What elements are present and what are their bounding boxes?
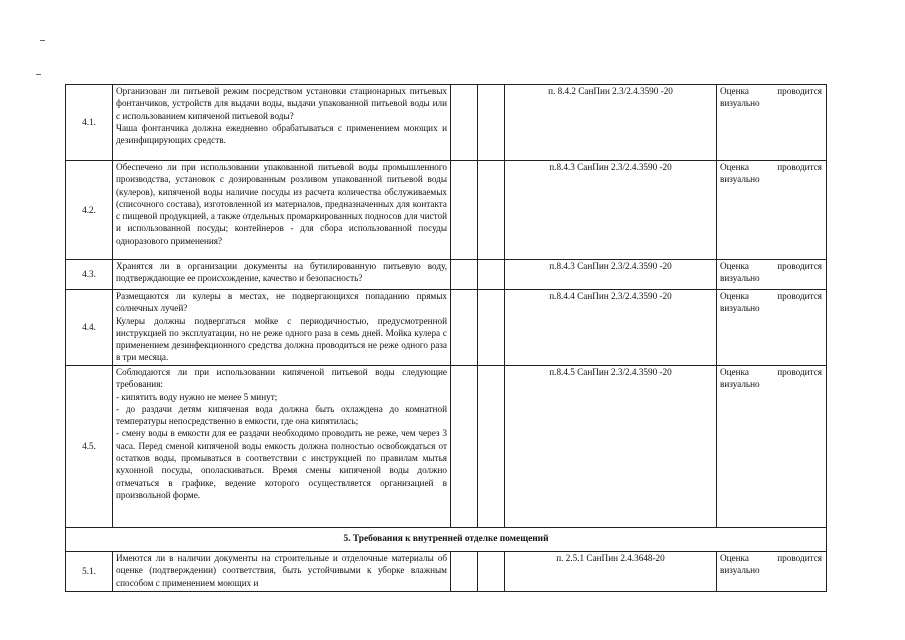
item-number: 4.3. [66, 260, 113, 290]
assessment-method: Оценка проводится визуально [717, 552, 827, 592]
answer-cell-yes [451, 85, 478, 161]
answer-cell-yes [451, 366, 478, 528]
assessment-method: Оценка проводится визуально [717, 260, 827, 290]
table-row [66, 366, 827, 528]
answer-cell-no [478, 260, 505, 290]
item-number: 4.4. [66, 290, 113, 366]
question-text [113, 85, 451, 161]
scan-artifact-mark [40, 40, 45, 41]
regulation-reference: п.8.4.3 СанПин 2.3/2.4.3590 -20 [505, 260, 717, 290]
section-heading: 5. Требования к внутренней отделке помещений [66, 528, 827, 552]
regulation-reference: п. 8.4.2 СанПин 2.3/2.4.3590 -20 [505, 85, 717, 161]
answer-cell-no [478, 161, 505, 260]
table-row [66, 161, 827, 260]
assessment-method: Оценка проводится визуально [717, 290, 827, 366]
question-paragraph: - до раздачи детям кипяченая вода должна быть охлаждена до комнатной температуры непосредственно в емкости, где она кипятилась; [116, 403, 447, 427]
answer-cell-yes [451, 260, 478, 290]
question-paragraph: Имеются ли в наличии документы на строительные и отделочные материалы об оценке (подтверждении) соответствия, быть устойчивыми к уборке влажным способом с применением моющих и [116, 553, 447, 588]
assessment-method: Оценка проводится визуально [717, 85, 827, 161]
question-text [113, 260, 451, 290]
table-row [66, 290, 827, 366]
question-paragraph: - смену воды в емкости для ее раздачи необходимо проводить не реже, чем через 3 часа. Перед сменой кипяченой воды емкость должна полностью освобождаться от остатков воды, промываться в соответствии с инструкцией по правилам мытья кухонной посуды, ополаскиваться. Время смены кипяченой воды должно отмечаться в графике, ведение которого осуществляется организацией в произвольной форме. [116, 428, 447, 500]
section-heading-row [66, 528, 827, 552]
regulation-reference: п.8.4.5 СанПин 2.3/2.4.3590 -20 [505, 366, 717, 528]
question-text [113, 161, 451, 260]
question-paragraph: Кулеры должны подвергаться мойке с периодичностью, предусмотренной инструкцией по эксплуатации, но не реже одного раза в семь дней. Мойка кулера с применением дезинфекционного средства должна проводиться не реже одного раза в три месяца. [116, 315, 447, 363]
scan-artifact-mark [36, 74, 41, 75]
answer-cell-no [478, 552, 505, 592]
question-paragraph: Организован ли питьевой режим посредством установки стационарных питьевых фонтанчиков, устройств для выдачи воды, выдачи упакованной питьевой воды или с использованием кипяченой питьевой воды? [116, 86, 447, 121]
assessment-method: Оценка проводится визуально [717, 161, 827, 260]
question-paragraph: Обеспечено ли при использовании упакованной питьевой воды промышленного производства, установок с дозированным розливом упакованной питьевой воды (кулеров), кипяченой воды наличие посуды из расчета количества обслуживаемых (списочного состава), изготовленной из материалов, предназначенных для контакта с пищевой продукцией, а также отдельных промаркированных подносов для чистой и использованной посуды; контейнеров - для сбора использованной посуды одноразового применения? [116, 162, 447, 246]
answer-cell-no [478, 366, 505, 528]
question-paragraph: Чаша фонтанчика должна ежедневно обрабатываться с применением моющих и дезинфицирующих средств. [116, 122, 447, 146]
answer-cell-yes [451, 161, 478, 260]
answer-cell-yes [451, 552, 478, 592]
question-text [113, 366, 451, 528]
question-paragraph: - кипятить воду нужно не менее 5 минут; [116, 391, 278, 402]
checklist-table [65, 84, 827, 592]
table-row [66, 552, 827, 592]
question-paragraph: Размещаются ли кулеры в местах, не подвергающихся попаданию прямых солнечных лучей? [116, 291, 447, 314]
question-text [113, 290, 451, 366]
assessment-method: Оценка проводится визуально [717, 366, 827, 528]
table-row [66, 260, 827, 290]
answer-cell-no [478, 290, 505, 366]
question-paragraph: Соблюдаются ли при использовании кипяченой питьевой воды следующие требования: [116, 367, 447, 390]
item-number: 4.2. [66, 161, 113, 260]
regulation-reference: п.8.4.3 СанПин 2.3/2.4.3590 -20 [505, 161, 717, 260]
item-number: 4.1. [66, 85, 113, 161]
question-paragraph: Хранятся ли в организации документы на бутилированную питьевую воду, подтверждающие ее происхождение, качество и безопасность? [116, 261, 447, 284]
answer-cell-no [478, 85, 505, 161]
regulation-reference: п. 2.5.1 СанПин 2.4.3648-20 [505, 552, 717, 592]
question-text [113, 552, 451, 592]
item-number: 5.1. [66, 552, 113, 592]
regulation-reference: п.8.4.4 СанПин 2.3/2.4.3590 -20 [505, 290, 717, 366]
answer-cell-yes [451, 290, 478, 366]
item-number: 4.5. [66, 366, 113, 528]
table-row [66, 85, 827, 161]
